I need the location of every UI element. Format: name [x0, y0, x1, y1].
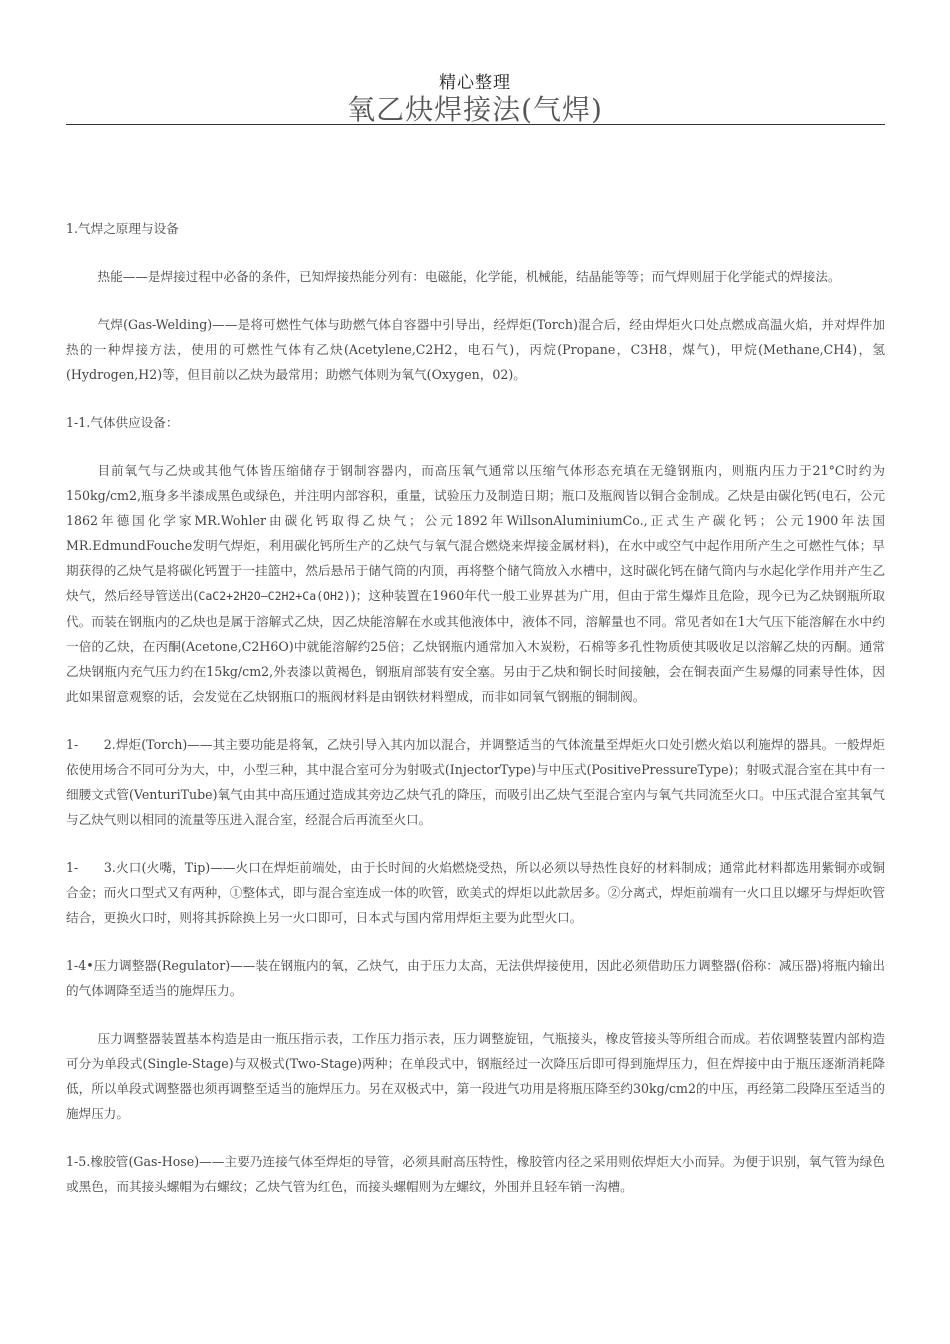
paragraph-torch: 1- 2.焊炬(Torch)——其主要功能是将氧，乙炔引导入其内加以混合，并调整适当的气体流量至焊炬火口处引燃火焰以利施焊的器具。一般焊炬依使用场合不同可分为大，中，小型三种，其中混合室可分为射吸式(InjectorType)与中压式(PositivePressureType)；射吸式混合室在其中有一细腰文式管(VenturiTube)氧气由其中高压通过造成其旁边乙炔气孔的降压，而吸引出乙炔气至混合室内与氧气共同流至火口。中压式混合室其氧气与乙炔气则以相同的流量等压进入混合室，经混合后再流至火口。	[66, 737, 886, 827]
header-small-title: 精心整理	[439, 73, 511, 93]
header-divider	[66, 124, 885, 125]
paragraph-tip: 1- 3.火口(火嘴，Tip)——火口在焊炬前端处，由于长时间的火焰燃烧受热，所以必须以导热性良好的材料制成；通常此材料都选用紫铜亦或铜合金；而火口型式又有两种，①整体式，即与混合室连成一体的吹管，欧美式的焊炬以此款居多。②分离式，焊炬前端有一火口且以螺牙与焊炬吹管结合，更换火口时，则将其拆除换上另一火口即可，日本式与国内常用焊炬主要为此型火口。	[66, 860, 885, 925]
paragraph-gas-hose: 1-5.橡胶管(Gas-Hose)——主要乃连接气体至焊炬的导管，必须具耐高压特性，橡胶管内径之采用则依焊炬大小而异。为便于识别，氧气管为绿色或黑色，而其接头螺帽为右螺纹；乙炔气管为红色，而接头螺帽则为左螺纹，外围并且轻车销一沟槽。	[66, 1154, 885, 1194]
document-title: 氧乙炔焊接法(气焊)	[347, 93, 603, 126]
section-heading-1: 1.气焊之原理与设备	[66, 221, 179, 236]
section-heading-1-1: 1-1.气体供应设备：	[66, 415, 179, 430]
paragraph-thermal-energy: 热能——是焊接过程中必备的条件，已知焊接热能分列有：电磁能，化学能，机械能，结晶能等等；而气焊则屈于化学能式的焊接法。	[97, 269, 841, 284]
paragraph-regulator-structure: 压力调整器装置基本构造是由一瓶压指示表，工作压力指示表，压力调整旋钮，气瓶接头，橡皮管接头等所组合而成。若依调整装置内部构造可分为单段式(Single-Stage)与双极式(Two-Stage)两种；在单段式中，钢瓶经过一次降压后即可得到施焊压力，但在焊接中由于瓶压逐渐消耗降低，所以单段式调整器也须再调整至适当的施焊压力。另在双极式中，第一段进气功用是将瓶压降至约30kg/cm2的中压，再经第二段降压至适当的施焊压力。	[66, 1031, 885, 1121]
paragraph-gas-supply-part-b: )；这种装置在1960年代一般工业界甚为广用，但由于常生爆炸且危险，现今已为乙炔钢瓶所取代。而装在钢瓶内的乙炔也是属于溶解式乙炔，因乙炔能溶解在水或其他液体中，液体不同，溶解量也不同。常见者如在1大气压下能溶解在水中约一倍的乙炔，在丙酮(Acetone,C2H6O)中就能溶解约25倍；乙炔钢瓶内通常加入木炭粉，石棉等多孔性物质使其吸收足以溶解乙炔的丙酮。通常乙炔钢瓶内充气压力约在15kg/cm2,外表漆以黄褐色，钢瓶肩部装有安全塞。另由于乙炔和铜长时间接触，会在铜表面产生易爆的同素导性体，因此如果留意观察的话，会发觉在乙炔钢瓶口的瓶阀材料是由钢铁材料塑成，而非如同氧气钢瓶的铜制阀。	[66, 588, 885, 704]
paragraph-gas-supply-part-a: 目前氧气与乙炔或其他气体皆压缩储存于钢制容器内，而高压氧气通常以压缩气体形态充填在无缝钢瓶内，则瓶内压力于21°C时约为150kg/cm2,瓶身多半漆成黑色或绿色，并注明内部容积，重量，试验压力及制造日期；瓶口及瓶阀皆以铜合金制成。乙炔是由碳化钙(电石，公元1862年德国化学家MR.Wohler由碳化钙取得乙炔气；公元1892年WillsonAluminiumCo.,正式生产碳化钙；公元1900年法国MR.EdmundFouche发明气焊炬，利用碳化钙所生产的乙炔气与氧气混合燃烧来焊接金属材料)，在水中或空气中起作用所产生之可燃性气体；早期获得的乙炔气是将碳化钙置于一挂篮中，然后悬吊于储气筒的内顶，再将整个储气筒放入水槽中，这时碳化钙在储气筒内与水起化学作用并产生乙炔气，然后经导管送出(	[66, 463, 885, 603]
chemical-formula: CaC2+2H2O—C2H2+Ca(OH2)	[198, 589, 351, 603]
paragraph-regulator: 1-4•压力调整器(Regulator)——装在钢瓶内的氧，乙炔气，由于压力太高，无法供焊接使用，因此必须借助压力调整器(俗称：减压器)将瓶内输出的气体调降至适当的施焊压力。	[66, 958, 885, 998]
document-body	[66, 216, 885, 1222]
paragraph-gas-supply	[66, 458, 885, 709]
paragraph-gas-welding: 气焊(Gas-Welding)——是将可燃性气体与助燃气体自容器中引导出，经焊炬(Torch)混合后，经由焊炬火口处点燃成高温火焰，并对焊件加热的一种焊接方法，使用的可燃性气体有乙炔(Acetylene,C2H2，电石气)，丙烷(Propane，C3H8，煤气)，甲烷(Methane,CH4)，氢(Hydrogen,H2)等，但目前以乙炔为最常用；助燃气体则为氧气(Oxygen，02)。	[66, 317, 885, 382]
